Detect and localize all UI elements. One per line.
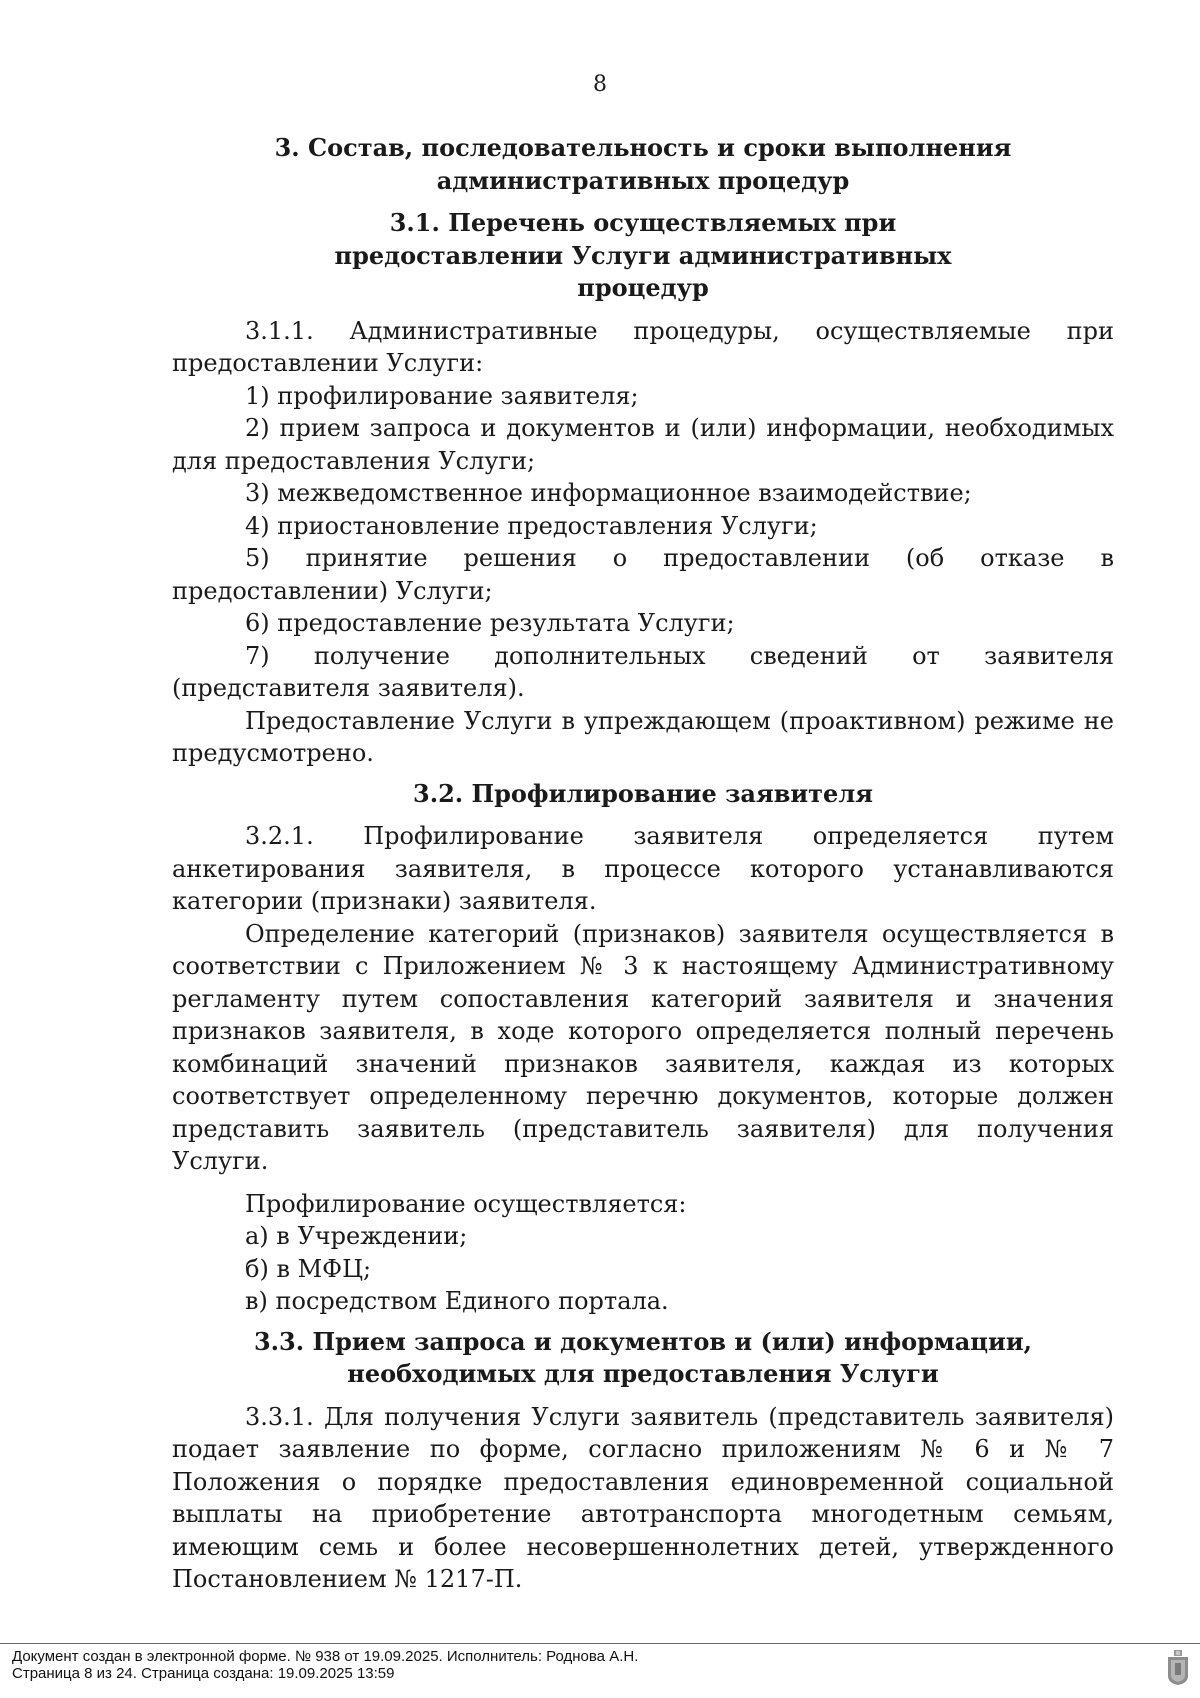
list-item: в) посредством Единого портала. — [245, 1287, 669, 1315]
list-item: 2) прием запроса и документов и (или) информации, необходимых для предоставления Услуги; — [172, 414, 1114, 475]
list-item: 5) принятие решения о предоставлении (об отказе в предоставлении) Услуги; — [172, 544, 1114, 605]
list-item: 7) получение дополнительных сведений от заявителя (представителя заявителя). — [172, 641, 1114, 702]
paragraph-3-2-1: 3.2.1. Профилирование заявителя определяется путем анкетирования заявителя, в процессе которого устанавливаются категории (признаки) заявителя. — [172, 822, 1114, 915]
section-3-2-title: 3.2. Профилирование заявителя — [413, 778, 873, 808]
document-body — [172, 132, 1114, 1596]
paragraph-profiling-intro: Профилирование осуществляется: — [245, 1189, 687, 1218]
footer-text — [12, 1648, 638, 1682]
coat-of-arms-icon — [1166, 1650, 1190, 1686]
footer-line-1: Документ создан в электронной форме. № 938 от 19.09.2025. Исполнитель: Роднова А.Н. — [12, 1648, 639, 1665]
document-footer — [0, 1643, 1200, 1682]
paragraph-3-1-1: 3.1.1. Административные процедуры, осуществляемые при предоставлении Услуги: — [172, 316, 1114, 377]
paragraph-3-3-1: 3.3.1. Для получения Услуги заявитель (представитель заявителя) подает заявление по форме, согласно приложениям № 6 и № 7 Положения о порядке предоставления единовременной социальной выплаты на приобретение автотранспорта многодетным семьям, имеющим семь и более несовершеннолетних детей, утвержденного Постановлением № 1217-П. — [172, 1402, 1114, 1593]
list-item: 4) приостановление предоставления Услуги; — [245, 511, 818, 540]
list-item: а) в Учреждении; — [245, 1222, 468, 1250]
list-item: 6) предоставление результата Услуги; — [245, 609, 735, 637]
paragraph-proactive: Предоставление Услуги в упреждающем (проактивном) режиме не предусмотрено. — [172, 706, 1114, 767]
footer-line-2: Страница 8 из 24. Страница создана: 19.09.2025 13:59 — [12, 1665, 395, 1682]
list-item: б) в МФЦ; — [245, 1254, 372, 1283]
section-3-1-title: 3.1. Перечень осуществляемых при предоставлении Услуги административных процедур — [334, 208, 952, 302]
section-3-3-title: 3.3. Прием запроса и документов и (или) информации, необходимых для предоставления Услуги — [253, 1326, 1032, 1388]
section-3-title: 3. Состав, последовательность и сроки выполнения административных процедур — [274, 133, 1012, 195]
list-item: 1) профилирование заявителя; — [245, 381, 639, 410]
list-item: 3) межведомственное информационное взаимодействие; — [245, 479, 972, 507]
page-number: 8 — [593, 72, 607, 97]
paragraph-categories: Определение категорий (признаков) заявителя осуществляется в соответствии с Приложением № 3 к настоящему Административному регламенту путем сопоставления категорий заявителя и значения признаков заявителя, в ходе которого определяется полный перечень комбинаций значений признаков заявителя, каждая из которых соответствует определенному перечню документов, которые должен представить заявитель (представитель заявителя) для получения Услуги. — [172, 919, 1114, 1175]
